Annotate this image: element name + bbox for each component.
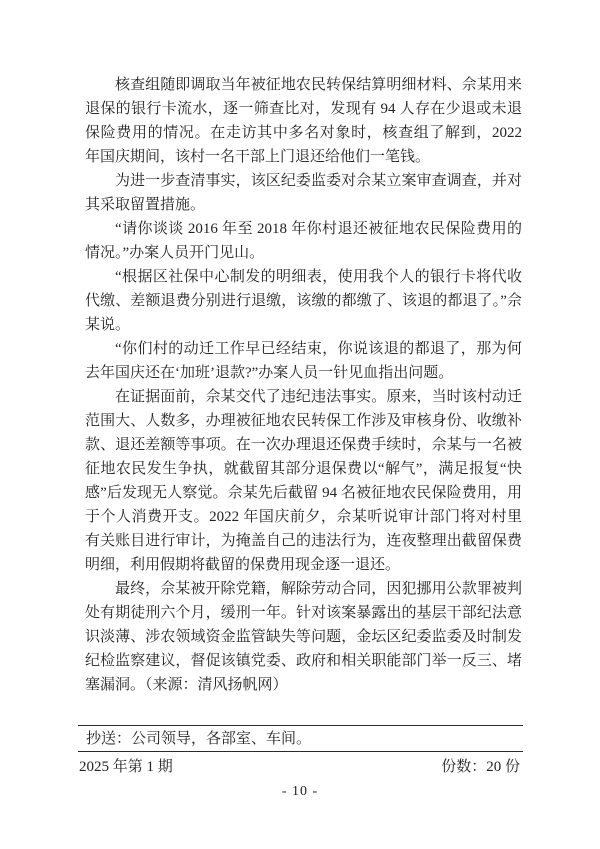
paragraph: “请你谈谈 2016 年至 2018 年你村退还被征地农民保险费用的情况。”办案人员开门见山。 (85, 221, 522, 261)
page-number: - 10 - (281, 784, 319, 799)
cc-line: 抄送：公司领导，各部室、车间。 (86, 731, 312, 747)
paragraph: 核查组随即调取当年被征地农民转保结算明细材料、佘某用来退保的银行卡流水，逐一筛查比对，发现有 94 人存在少退或未退保险费用的情况。在走访其中多名对象时，核查组了解到，2022 年国庆期间，该村一名干部上门退还给他们一笔钱。 (85, 77, 522, 165)
issue-meta-row (78, 752, 523, 779)
issue-label: 2025 年第 1 期 (79, 759, 173, 775)
paragraph: “根据区社保中心制发的明细表，使用我个人的银行卡将代收代缴、差额退费分别进行退缴，该缴的都缴了、该退的都退了。”佘某说。 (85, 269, 522, 333)
article-body (85, 73, 522, 697)
paragraph: 为进一步查清事实，该区纪委监委对佘某立案审查调查，并对其采取留置措施。 (85, 173, 522, 213)
page-footer (78, 725, 523, 779)
paragraph: 最终，佘某被开除党籍，解除劳动合同，因犯挪用公款罪被判处有期徒刑六个月，缓刑一年。针对该案暴露出的基层干部纪法意识淡薄、涉农领域资金监管缺失等问题，金坛区纪委监委及时制发纪检监察建议，督促该镇党委、政府和相关职能部门举一反三、堵塞漏洞。（来源：清风扬帆网） (85, 581, 522, 693)
copies-label: 份数：20 份 (441, 759, 520, 775)
paragraph: 在证据面前，佘某交代了违纪违法事实。原来，当时该村动迁范围大、人数多，办理被征地农民转保工作涉及审核身份、收缴补款、退还差额等事项。在一次办理退还保费手续时，佘某与一名被征地农民发生争执，就截留其部分退保费以“解气”，满足报复“快感”后发现无人察觉。佘某先后截留 94 名被征地农民保险费用，用于个人消费开支。2022 年国庆前夕，佘某听说审计部门将对村里有关账目进行审计，为掩盖自己的违法行为，连夜整理出截留保费明细，利用假期将截留的保费用现金逐一退还。 (85, 389, 522, 573)
paragraph: “你们村的动迁工作早已经结束，你说该退的都退了，那为何去年国庆还在‘加班’退款?”办案人员一针见血指出问题。 (85, 341, 522, 381)
